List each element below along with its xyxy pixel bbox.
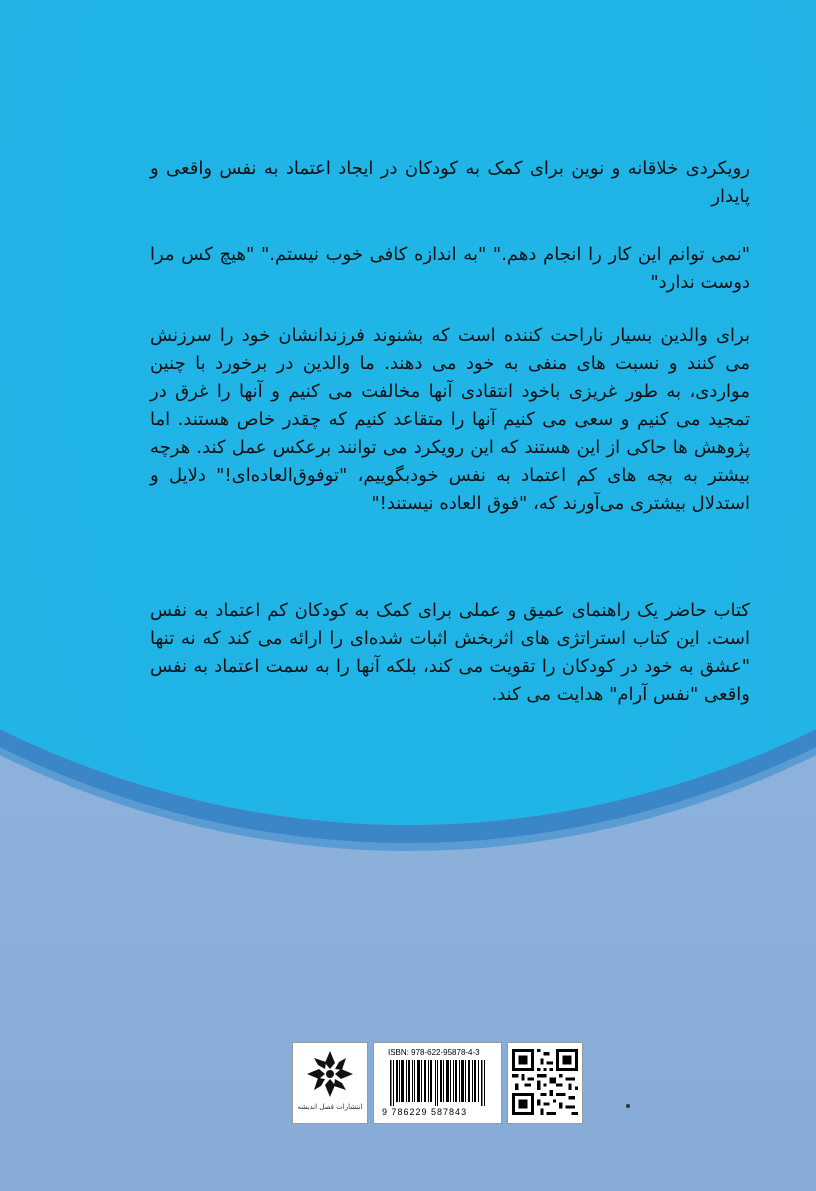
paragraph-2-text: کتاب حاضر یک راهنمای عمیق و عملی برای کمک به کودکان کم اعتماد به نفس است. این کتاب استراتژی های اثربخش اثبات شده‌ای را ارائه می کند که نه تنها "عشق به خود در کودکان را تقویت می کند، بلکه آنها را به سمت اعتماد به نفس واقعی "نفس آرام" هدایت می کند. xyxy=(150,600,750,705)
quotes xyxy=(150,241,750,297)
paragraph-1-text: برای والدین بسیار ناراحت کننده است که بشنوند فرزندانشان خود را سرزنش می کنند و نسبت های منفی به خود می دهند. ما والدین در برخورد با چنین مواردی، به طور غریزی باخود انتقادی آنها مخالفت می کنیم و آنها را غرق در تمجید می کنیم و سعی می کنیم آنها را متقاعد کنیم که چقدر خاص هستند. اما پژوهش ها حاکی از این هستند که این رویکرد می توانند برعکس عمل کند. هرچه بیشتر به بچه های کم اعتماد به نفس خودبگوییم، "توفوق‌العاده‌ای!" دلایل و استدلال بیشتری می‌آورند که، "فوق العاده نیستند!" xyxy=(150,325,750,514)
description-paragraph-1 xyxy=(150,322,750,518)
description-paragraph-2 xyxy=(150,597,750,709)
qr-code-box xyxy=(507,1042,583,1124)
barcode-digits: 9 786229 587843 xyxy=(382,1107,468,1117)
publisher-logo-box xyxy=(292,1042,368,1124)
tagline-text: رویکردی خلاقانه و نوین برای کمک به کودکان در ایجاد اعتماد به نفس واقعی و پایدار xyxy=(150,158,750,207)
isbn-label: ISBN: 978-622-95878-4-3 xyxy=(388,1048,480,1057)
publisher-name: انتشارات فصل اندیشه xyxy=(297,1103,363,1111)
tagline xyxy=(150,155,750,211)
barcode-box xyxy=(373,1042,502,1124)
decorative-dot xyxy=(626,1104,630,1108)
qr-code-icon xyxy=(512,1049,578,1115)
quotes-text: "نمی توانم این کار را انجام دهم." "به اندازه کافی خوب نیستم." "هیچ کس مرا دوست ندارد" xyxy=(150,244,750,293)
star-flower-logo-icon xyxy=(305,1049,355,1099)
barcode-icon xyxy=(390,1060,486,1106)
